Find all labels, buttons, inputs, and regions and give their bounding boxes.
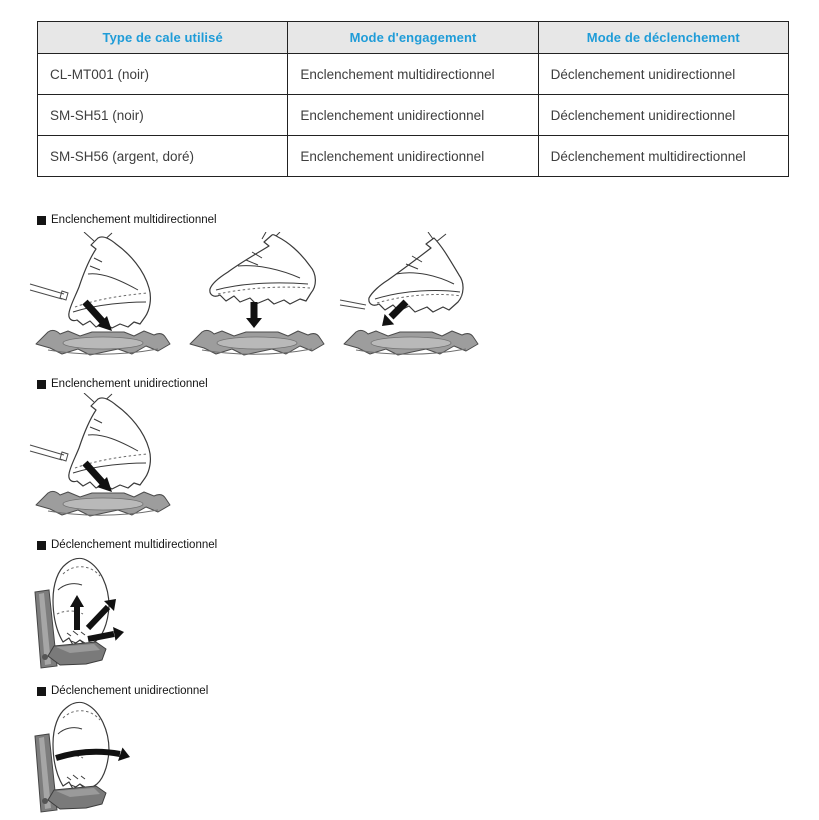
cell-release-mode: Déclenchement unidirectionnel — [538, 95, 788, 136]
section-heading-engagement-unidirectional — [37, 378, 208, 391]
col-header-cleat-type: Type de cale utilisé — [38, 22, 288, 54]
shoe-outline — [369, 238, 463, 312]
table-row — [38, 136, 789, 177]
black-square-bullet-icon — [37, 541, 46, 550]
engagement-unidirectional-figures — [28, 393, 178, 523]
pedal-icon — [36, 330, 170, 355]
cell-cleat-type: SM-SH56 (argent, doré) — [38, 136, 288, 177]
shoe-heel-outline — [53, 702, 109, 791]
down-arrow-icon — [246, 302, 262, 328]
shoe-step-in-toe-forward-icon — [336, 232, 486, 362]
heel-release-multidirectional-icon — [30, 554, 148, 672]
section-heading-text: Enclenchement unidirectionnel — [51, 378, 208, 390]
cell-release-mode: Déclenchement unidirectionnel — [538, 54, 788, 95]
table-row — [38, 54, 789, 95]
pedal-icon — [36, 491, 170, 516]
release-unidirectional-figures — [30, 700, 148, 815]
cleat-mode-table — [37, 21, 789, 177]
col-header-release-mode: Mode de déclenchement — [538, 22, 788, 54]
black-square-bullet-icon — [37, 687, 46, 696]
cell-cleat-type: SM-SH51 (noir) — [38, 95, 288, 136]
section-heading-release-multidirectional — [37, 539, 217, 552]
shoe-step-in-angled-icon — [28, 393, 178, 523]
axle-rod — [340, 300, 366, 309]
axle-rod — [30, 284, 68, 300]
section-heading-engagement-multidirectional — [37, 214, 217, 227]
release-multidirectional-figures — [30, 554, 148, 672]
shoe-outline — [69, 237, 151, 328]
engagement-multidirectional-figures — [28, 232, 486, 362]
shoe-step-in-flat-icon — [182, 232, 332, 362]
cell-engagement-mode: Enclenchement unidirectionnel — [288, 136, 538, 177]
section-heading-text: Enclenchement multidirectionnel — [51, 214, 217, 226]
section-heading-text: Déclenchement multidirectionnel — [51, 539, 218, 551]
shoe-outline — [69, 398, 151, 489]
cell-release-mode: Déclenchement multidirectionnel — [538, 136, 788, 177]
pedal-icon — [190, 330, 324, 355]
cell-cleat-type: CL-MT001 (noir) — [38, 54, 288, 95]
table-row — [38, 95, 789, 136]
cell-engagement-mode: Enclenchement multidirectionnel — [288, 54, 538, 95]
section-heading-release-unidirectional — [37, 685, 208, 698]
shoe-step-in-angled-icon — [28, 232, 178, 362]
shoe-outline — [210, 235, 316, 304]
pedal-icon — [344, 330, 478, 355]
section-heading-text: Déclenchement unidirectionnel — [51, 685, 209, 697]
table-header-row — [38, 22, 789, 54]
black-square-bullet-icon — [37, 216, 46, 225]
col-header-engagement-mode: Mode d'engagement — [288, 22, 538, 54]
axle-rod — [30, 445, 68, 461]
black-square-bullet-icon — [37, 380, 46, 389]
cell-engagement-mode: Enclenchement unidirectionnel — [288, 95, 538, 136]
heel-release-unidirectional-icon — [30, 700, 148, 815]
